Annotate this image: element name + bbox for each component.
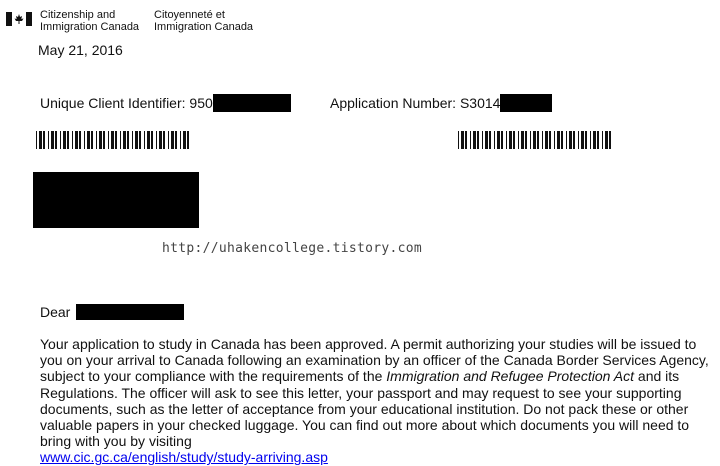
barcode-bar: [542, 131, 543, 149]
barcode-bar: [569, 131, 572, 149]
barcode-bar: [482, 131, 483, 149]
barcode-bar: [494, 131, 495, 149]
barcode-bar: [473, 131, 476, 149]
barcode-bar: [509, 131, 512, 149]
barcode-bar: [477, 131, 479, 149]
barcode-bar: [139, 131, 141, 149]
barcode-bar: [581, 131, 584, 149]
barcode-bar: [51, 131, 54, 149]
barcode-bar: [163, 131, 165, 149]
barcode-bar: [530, 131, 531, 149]
barcode-bar: [470, 131, 471, 149]
application-number-row: [330, 94, 552, 112]
barcode-bar: [156, 131, 157, 149]
department-en-line1: Citizenship and: [40, 9, 116, 21]
department-fr-line1: Citoyenneté et: [154, 9, 225, 21]
barcode-bar: [135, 131, 138, 149]
application-number-redaction: [500, 94, 552, 112]
watermark-url: http://uhakencollege.tistory.com: [162, 241, 423, 256]
barcode-bar: [115, 131, 117, 149]
department-fr-line2: Immigration Canada: [154, 21, 254, 33]
barcode-bar: [63, 131, 66, 149]
barcode-bar: [144, 131, 145, 149]
salutation-text: Dear: [40, 304, 71, 320]
uci-redaction: [213, 94, 291, 112]
barcode-bar: [87, 131, 90, 149]
barcode-bar: [147, 131, 150, 149]
barcode-bar: [72, 131, 73, 149]
barcode-bar: [590, 131, 591, 149]
barcode-bar: [513, 131, 515, 149]
department-name-english: [40, 9, 139, 33]
barcode-bar: [518, 131, 519, 149]
body-part-1: Your application to study in Canada has been approved. A permit authorizing your studies will be issued to you on your arrival to Canada following an examination by an officer of the Canada Border Services Agency, subject to your compliance with the requirements of the: [40, 336, 709, 385]
barcode-bar: [75, 131, 78, 149]
barcode-bar: [537, 131, 539, 149]
barcode-bar: [573, 131, 575, 149]
barcode-bar: [79, 131, 81, 149]
barcode-bar: [36, 131, 37, 149]
barcode-bar: [132, 131, 133, 149]
application-number-value: S3014: [459, 95, 501, 111]
uci-value: 950: [189, 95, 213, 111]
barcode-bar: [545, 131, 548, 149]
barcode-bar: [605, 131, 608, 149]
barcode-bar: [175, 131, 177, 149]
barcode-bar: [159, 131, 162, 149]
act-name: Immigration and Refugee Protection Act: [386, 368, 635, 385]
barcode-bar: [84, 131, 85, 149]
barcode-bar: [557, 131, 560, 149]
barcode-bar: [127, 131, 129, 149]
barcode-bar: [96, 131, 97, 149]
uci-barcode: [36, 131, 192, 149]
barcode-bar: [461, 131, 464, 149]
barcode-bar: [171, 131, 174, 149]
barcode-bar: [458, 131, 459, 149]
barcode-bar: [525, 131, 527, 149]
barcode-bar: [549, 131, 551, 149]
uci-label: Unique Client Identifier:: [40, 95, 186, 111]
barcode-bar: [67, 131, 69, 149]
barcode-bar: [55, 131, 57, 149]
barcode-bar: [180, 131, 181, 149]
application-number-label: Application Number:: [330, 95, 457, 111]
barcode-bar: [168, 131, 169, 149]
department-name-french: [154, 9, 253, 33]
study-arriving-link[interactable]: www.cic.gc.ca/english/study/study-arriving.asp: [40, 449, 328, 466]
barcode-bar: [187, 131, 189, 149]
barcode-bar: [593, 131, 596, 149]
barcode-bar: [566, 131, 567, 149]
body-part-2: and its Regulations. The officer will ask to see this letter, your passport and may request to see your supporting documents, such as the letter of acceptance from your educational institution. Do not pack these or other valuable papers in your checked luggage. You can find out more about which documents you will need to bring with you by visiting: [40, 368, 690, 450]
barcode-bar: [602, 131, 603, 149]
barcode-bar: [108, 131, 109, 149]
barcode-bar: [533, 131, 536, 149]
barcode-bar: [111, 131, 114, 149]
recipient-name-redaction: [76, 304, 184, 320]
barcode-bar: [60, 131, 61, 149]
address-redaction: [33, 172, 199, 228]
barcode-bar: [597, 131, 599, 149]
barcode-bar: [43, 131, 45, 149]
barcode-bar: [39, 131, 42, 149]
barcode-bar: [578, 131, 579, 149]
department-en-line2: Immigration Canada: [40, 21, 140, 33]
barcode-bar: [521, 131, 524, 149]
barcode-bar: [501, 131, 503, 149]
barcode-bar: [91, 131, 93, 149]
barcode-bar: [103, 131, 105, 149]
barcode-bar: [120, 131, 121, 149]
barcode-bar: [554, 131, 555, 149]
barcode-bar: [48, 131, 49, 149]
barcode-bar: [151, 131, 153, 149]
barcode-bar: [561, 131, 563, 149]
barcode-bar: [465, 131, 467, 149]
barcode-bar: [497, 131, 500, 149]
barcode-bar: [485, 131, 488, 149]
barcode-bar: [609, 131, 611, 149]
barcode-bar: [506, 131, 507, 149]
barcode-bar: [183, 131, 186, 149]
letter-body: [40, 336, 720, 466]
barcode-bar: [99, 131, 102, 149]
letter-date: May 21, 2016: [38, 42, 123, 58]
salutation: [40, 304, 184, 320]
barcode-bar: [489, 131, 491, 149]
canada-flag-icon: [6, 12, 32, 26]
uci-row: [40, 94, 291, 112]
barcode-bar: [123, 131, 126, 149]
barcode-bar: [585, 131, 587, 149]
application-barcode: [458, 131, 614, 149]
